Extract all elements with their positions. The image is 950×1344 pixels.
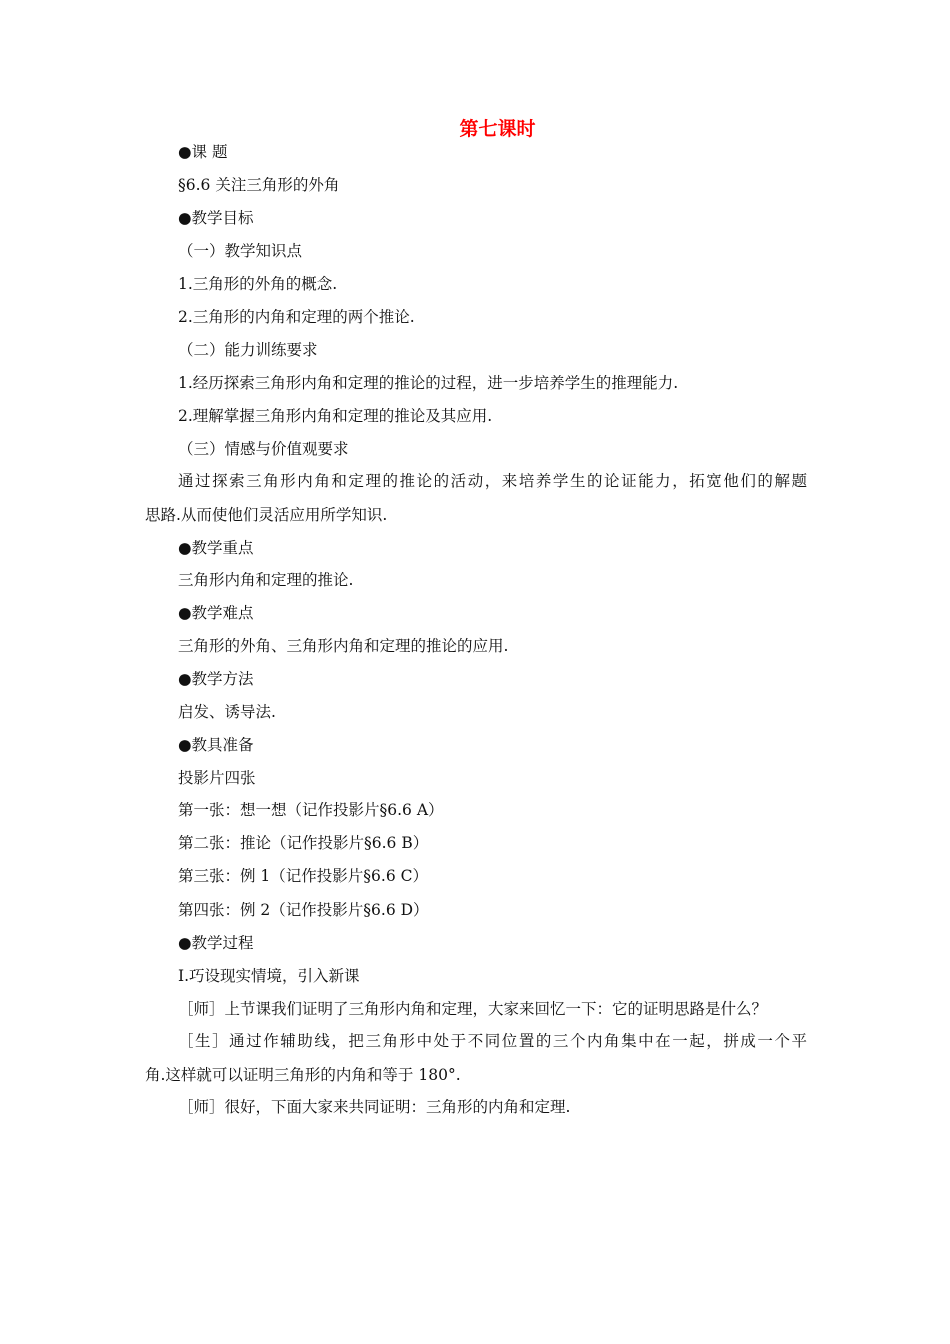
subheading-values: （三）情感与价值观要求 — [178, 440, 349, 458]
subheading-knowledge: （一）教学知识点 — [178, 242, 303, 260]
values-paragraph-line-1: 通过探索三角形内角和定理的推论的活动，来培养学生的论证能力，拓宽他们的解题 — [178, 472, 807, 490]
section-heading-goals: ●教学目标 — [178, 209, 254, 227]
teacher-line-1: ［师］上节课我们证明了三角形内角和定理，大家来回忆一下：它的证明思路是什么？ — [178, 1000, 768, 1018]
section-heading-materials: ●教具准备 — [178, 736, 254, 754]
page-title: 第七课时 — [459, 118, 536, 140]
section-heading-process: ●教学过程 — [178, 934, 254, 952]
student-paragraph — [145, 1030, 807, 1086]
slide-item-4: 第四张：例 2（记作投影片§6.6 D） — [178, 901, 429, 919]
values-paragraph — [145, 470, 807, 526]
values-paragraph-line-2: 思路.从而使他们灵活应用所学知识. — [145, 506, 388, 524]
key-points-text: 三角形内角和定理的推论. — [178, 571, 354, 589]
slide-item-3: 第三张：例 1（记作投影片§6.6 C） — [178, 867, 428, 885]
method-text: 启发、诱导法. — [178, 703, 276, 721]
section-heading-method: ●教学方法 — [178, 670, 254, 688]
ability-item-2: 2.理解掌握三角形内角和定理的推论及其应用. — [178, 407, 493, 425]
topic-text: §6.6 关注三角形的外角 — [178, 176, 340, 194]
knowledge-item-1: 1.三角形的外角的概念. — [178, 275, 338, 293]
knowledge-item-2: 2.三角形的内角和定理的两个推论. — [178, 308, 415, 326]
section-heading-topic: ●课 题 — [178, 143, 228, 161]
slide-item-2: 第二张：推论（记作投影片§6.6 B） — [178, 834, 429, 852]
difficulties-text: 三角形的外角、三角形内角和定理的推论的应用. — [178, 637, 509, 655]
ability-item-1: 1.经历探索三角形内角和定理的推论的过程，进一步培养学生的推理能力. — [178, 374, 679, 392]
subheading-ability: （二）能力训练要求 — [178, 341, 318, 359]
teacher-line-2: ［师］很好，下面大家来共同证明：三角形的内角和定理. — [178, 1098, 571, 1116]
slide-item-1: 第一张：想一想（记作投影片§6.6 A） — [178, 801, 444, 819]
process-step-1: Ⅰ.巧设现实情境，引入新课 — [178, 967, 360, 985]
section-heading-difficulties: ●教学难点 — [178, 604, 254, 622]
student-paragraph-line-2: 角.这样就可以证明三角形的内角和等于 180°. — [145, 1066, 461, 1084]
student-paragraph-line-1: ［生］通过作辅助线，把三角形中处于不同位置的三个内角集中在一起，拼成一个平 — [178, 1032, 807, 1050]
section-heading-key-points: ●教学重点 — [178, 539, 254, 557]
materials-text: 投影片四张 — [178, 769, 256, 787]
